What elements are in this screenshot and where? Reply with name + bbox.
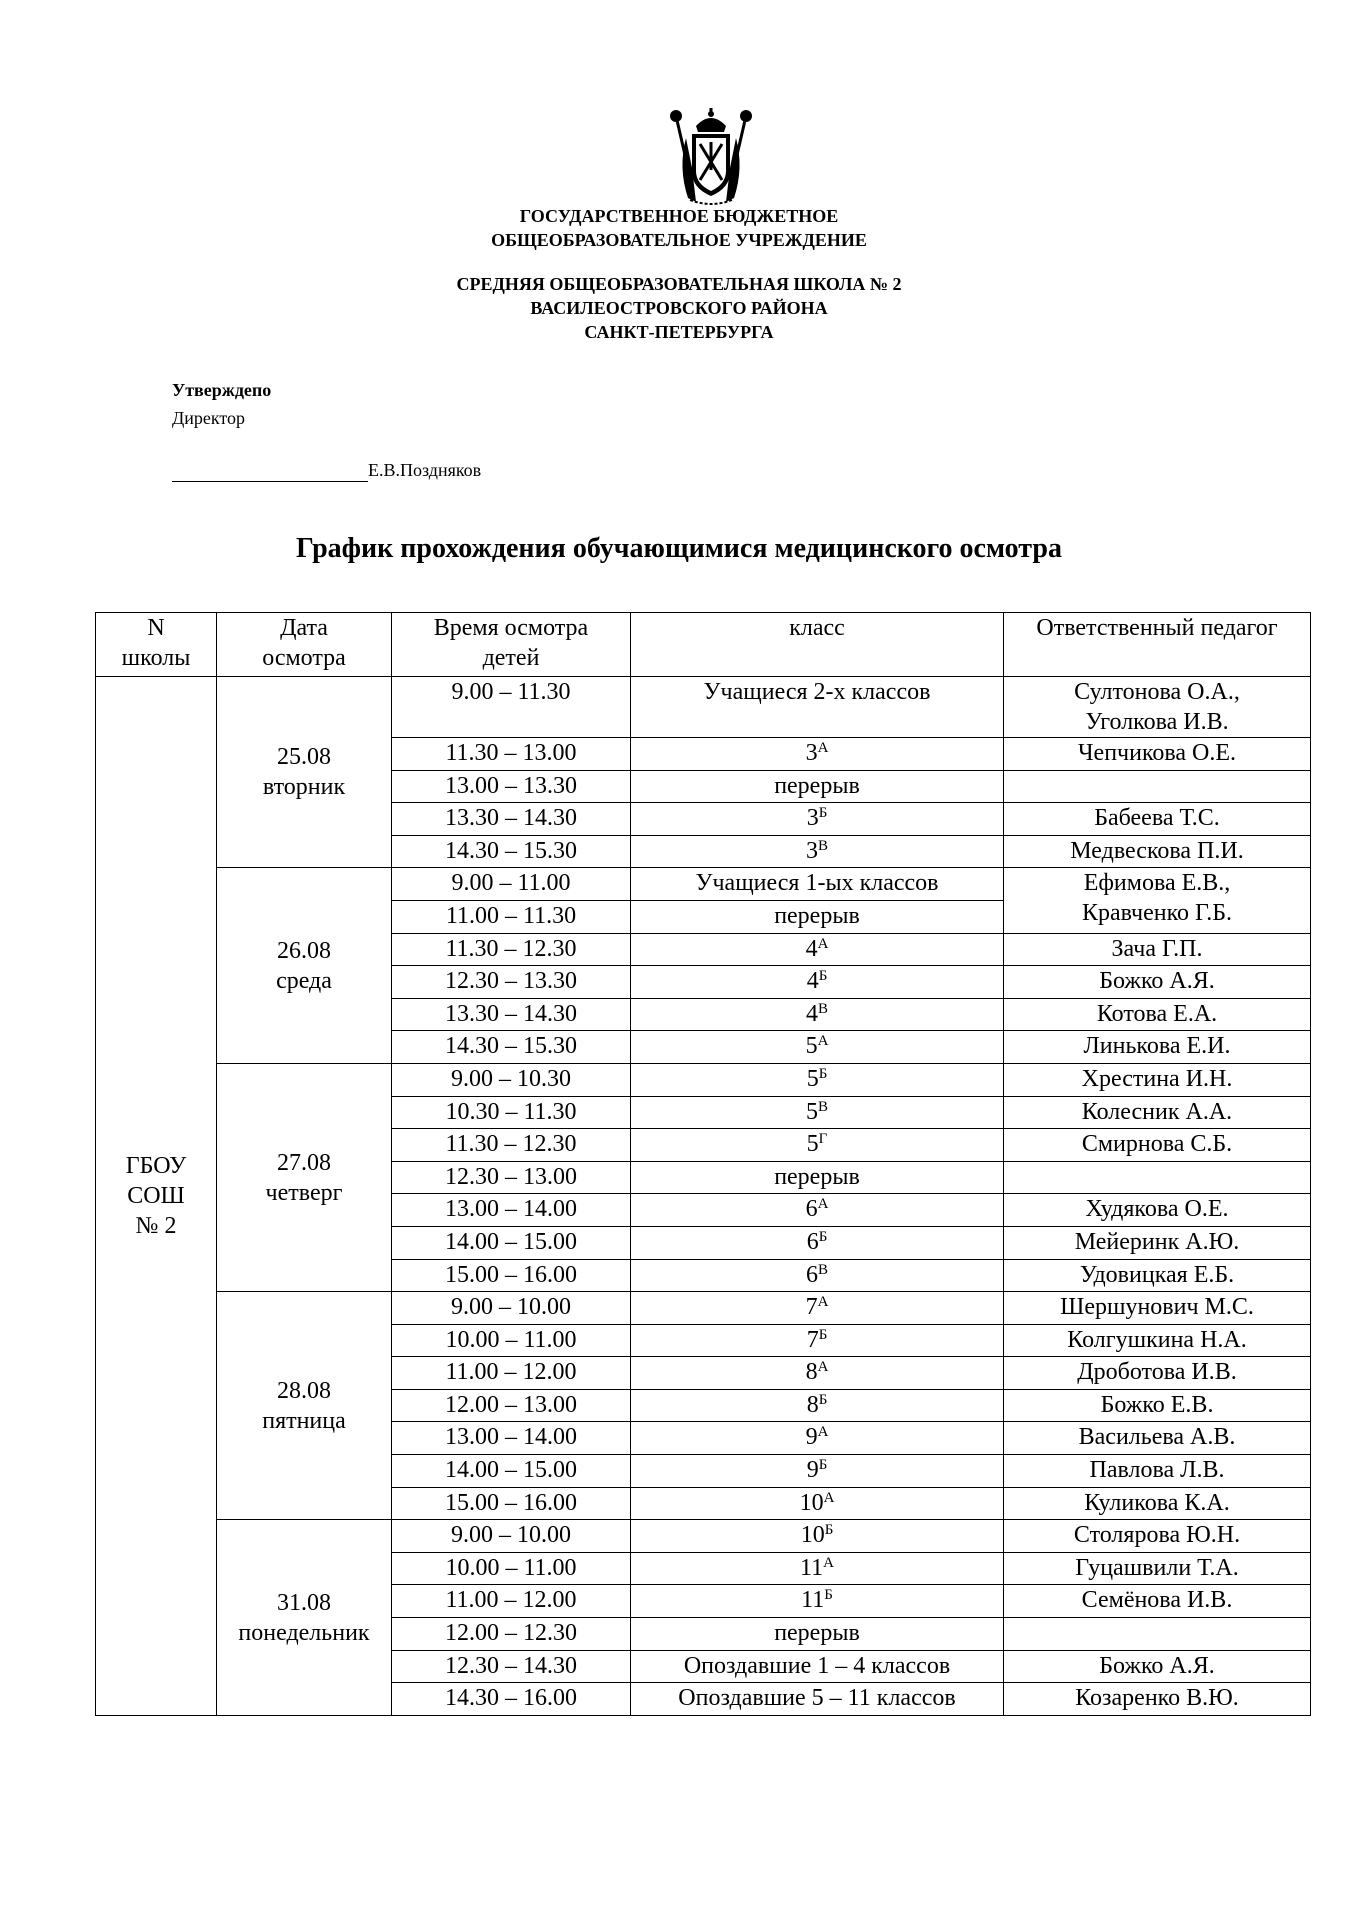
class-cell: $5^В$ <box>631 1096 1004 1129</box>
class-cell: $7^А$ <box>631 1292 1004 1325</box>
director-name: Е.В.Поздняков <box>368 460 482 480</box>
time-cell: 11.30 – 12.30 <box>392 933 631 966</box>
teacher-cell: Столярова Ю.Н. <box>1004 1520 1311 1553</box>
coat-of-arms-icon <box>666 108 756 208</box>
class-cell: Учащиеся 2-х классов <box>631 677 1004 738</box>
class-cell: $3^А$ <box>631 738 1004 771</box>
teacher-cell: Бабеева Т.С. <box>1004 803 1311 836</box>
table-row <box>96 677 1311 738</box>
time-cell: 12.30 – 13.00 <box>392 1161 631 1194</box>
teacher-cell: Гуцашвили Т.А. <box>1004 1552 1311 1585</box>
teacher-cell: Божко А.Я. <box>1004 1650 1311 1683</box>
time-cell: 11.30 – 12.30 <box>392 1129 631 1162</box>
time-cell: 15.00 – 16.00 <box>392 1487 631 1520</box>
time-cell: 14.30 – 15.30 <box>392 1031 631 1064</box>
teacher-cell: Божко Е.В. <box>1004 1389 1311 1422</box>
org-line-1: ГОСУДАРСТВЕННОЕ БЮДЖЕТНОЕ <box>519 206 839 226</box>
class-cell: $3^Б$ <box>631 803 1004 836</box>
class-cell: $10^А$ <box>631 1487 1004 1520</box>
class-cell: $9^А$ <box>631 1422 1004 1455</box>
table-row <box>96 1292 1311 1325</box>
teacher-cell: Котова Е.А. <box>1004 998 1311 1031</box>
teacher-cell: Худякова О.Е. <box>1004 1194 1311 1227</box>
date-cell: 28.08 пятница <box>217 1292 392 1520</box>
time-cell: 10.30 – 11.30 <box>392 1096 631 1129</box>
time-cell: 13.30 – 14.30 <box>392 998 631 1031</box>
teacher-cell: Божко А.Я. <box>1004 966 1311 999</box>
org-line-5: САНКТ-ПЕТЕРБУРГА <box>584 322 774 342</box>
teacher-cell: Семёнова И.В. <box>1004 1585 1311 1618</box>
teacher-cell: Дроботова И.В. <box>1004 1357 1311 1390</box>
date-cell: 26.08 среда <box>217 868 392 1064</box>
time-cell: 11.00 – 11.30 <box>392 900 631 933</box>
time-cell: 14.30 – 15.30 <box>392 835 631 868</box>
header-school: N школы <box>96 613 217 677</box>
class-cell: $5^А$ <box>631 1031 1004 1064</box>
school-name <box>0 272 1358 344</box>
teacher-cell: Колесник А.А. <box>1004 1096 1311 1129</box>
time-cell: 12.30 – 13.30 <box>392 966 631 999</box>
time-cell: 11.00 – 12.00 <box>392 1357 631 1390</box>
class-cell: $11^А$ <box>631 1552 1004 1585</box>
class-cell: $6^Б$ <box>631 1226 1004 1259</box>
teacher-cell: Куликова К.А. <box>1004 1487 1311 1520</box>
document-title: График прохождения обучающимися медицинского осмотра <box>296 533 1062 564</box>
header-class: класс <box>631 613 1004 677</box>
school-cell: ГБОУ СОШ № 2 <box>96 677 217 1716</box>
date-cell: 31.08 понедельник <box>217 1520 392 1716</box>
teacher-cell: Мейеринк А.Ю. <box>1004 1226 1311 1259</box>
class-cell: Опоздавшие 5 – 11 классов <box>631 1683 1004 1716</box>
teacher-cell: Ефимова Е.В., Кравченко Г.Б. <box>1004 868 1311 933</box>
signature-blank <box>172 464 368 482</box>
org-name <box>0 204 1358 252</box>
schedule-table <box>95 612 1311 1716</box>
time-cell: 14.00 – 15.00 <box>392 1226 631 1259</box>
time-cell: 13.30 – 14.30 <box>392 803 631 836</box>
time-cell: 13.00 – 14.00 <box>392 1422 631 1455</box>
teacher-cell: Медвескова П.И. <box>1004 835 1311 868</box>
time-cell: 14.00 – 15.00 <box>392 1455 631 1488</box>
time-cell: 12.30 – 14.30 <box>392 1650 631 1683</box>
teacher-cell: Павлова Л.В. <box>1004 1455 1311 1488</box>
teacher-cell: Чепчикова О.Е. <box>1004 738 1311 771</box>
class-cell: перерыв <box>631 770 1004 803</box>
date-cell: 25.08 вторник <box>217 677 392 868</box>
approval-block <box>172 376 271 432</box>
signature-line <box>172 458 481 482</box>
approved-label: Утверждепо <box>172 380 272 400</box>
class-cell: перерыв <box>631 1618 1004 1651</box>
table-header-row <box>96 613 1311 677</box>
class-cell: перерыв <box>631 900 1004 933</box>
time-cell: 10.00 – 11.00 <box>392 1552 631 1585</box>
table-row <box>96 1063 1311 1096</box>
org-line-4: ВАСИЛЕОСТРОВСКОГО РАЙОНА <box>530 298 828 318</box>
time-cell: 12.00 – 12.30 <box>392 1618 631 1651</box>
time-cell: 9.00 – 10.00 <box>392 1292 631 1325</box>
teacher-cell: Линькова Е.И. <box>1004 1031 1311 1064</box>
table-row <box>96 1520 1311 1553</box>
class-cell: $5^Б$ <box>631 1063 1004 1096</box>
class-cell: $4^Б$ <box>631 966 1004 999</box>
time-cell: 15.00 – 16.00 <box>392 1259 631 1292</box>
time-cell: 9.00 – 11.30 <box>392 677 631 738</box>
class-cell: $4^А$ <box>631 933 1004 966</box>
teacher-cell: Хрестина И.Н. <box>1004 1063 1311 1096</box>
time-cell: 14.30 – 16.00 <box>392 1683 631 1716</box>
class-cell: $9^Б$ <box>631 1455 1004 1488</box>
class-cell: $4^В$ <box>631 998 1004 1031</box>
position-label: Директор <box>172 408 246 428</box>
class-cell: перерыв <box>631 1161 1004 1194</box>
class-cell: Учащиеся 1-ых классов <box>631 868 1004 901</box>
time-cell: 10.00 – 11.00 <box>392 1324 631 1357</box>
time-cell: 11.30 – 13.00 <box>392 738 631 771</box>
time-cell: 9.00 – 11.00 <box>392 868 631 901</box>
header-date: Дата осмотра <box>217 613 392 677</box>
class-cell: $8^А$ <box>631 1357 1004 1390</box>
teacher-cell: Шершунович М.С. <box>1004 1292 1311 1325</box>
header-teacher: Ответственный педагог <box>1004 613 1311 677</box>
teacher-cell <box>1004 1161 1311 1194</box>
class-cell: $8^Б$ <box>631 1389 1004 1422</box>
class-cell: Опоздавшие 1 – 4 классов <box>631 1650 1004 1683</box>
header-time: Время осмотра детей <box>392 613 631 677</box>
org-line-3: СРЕДНЯЯ ОБЩЕОБРАЗОВАТЕЛЬНАЯ ШКОЛА № 2 <box>456 274 902 294</box>
teacher-cell: Зача Г.П. <box>1004 933 1311 966</box>
table-row <box>96 868 1311 901</box>
class-cell: $5^Г$ <box>631 1129 1004 1162</box>
time-cell: 13.00 – 14.00 <box>392 1194 631 1227</box>
teacher-cell: Смирнова С.Б. <box>1004 1129 1311 1162</box>
time-cell: 11.00 – 12.00 <box>392 1585 631 1618</box>
class-cell: $6^А$ <box>631 1194 1004 1227</box>
teacher-cell: Удовицкая Е.Б. <box>1004 1259 1311 1292</box>
org-line-2: ОБЩЕОБРАЗОВАТЕЛЬНОЕ УЧРЕЖДЕНИЕ <box>491 230 867 250</box>
time-cell: 9.00 – 10.00 <box>392 1520 631 1553</box>
date-cell: 27.08 четверг <box>217 1063 392 1291</box>
class-cell: $3^В$ <box>631 835 1004 868</box>
class-cell: $11^Б$ <box>631 1585 1004 1618</box>
teacher-cell <box>1004 770 1311 803</box>
teacher-cell: Колгушкина Н.А. <box>1004 1324 1311 1357</box>
teacher-cell: Козаренко В.Ю. <box>1004 1683 1311 1716</box>
class-cell: $10^Б$ <box>631 1520 1004 1553</box>
time-cell: 13.00 – 13.30 <box>392 770 631 803</box>
teacher-cell: Султонова О.А., Уголкова И.В. <box>1004 677 1311 738</box>
class-cell: $7^Б$ <box>631 1324 1004 1357</box>
teacher-cell <box>1004 1618 1311 1651</box>
class-cell: $6^В$ <box>631 1259 1004 1292</box>
time-cell: 12.00 – 13.00 <box>392 1389 631 1422</box>
teacher-cell: Васильева А.В. <box>1004 1422 1311 1455</box>
time-cell: 9.00 – 10.30 <box>392 1063 631 1096</box>
